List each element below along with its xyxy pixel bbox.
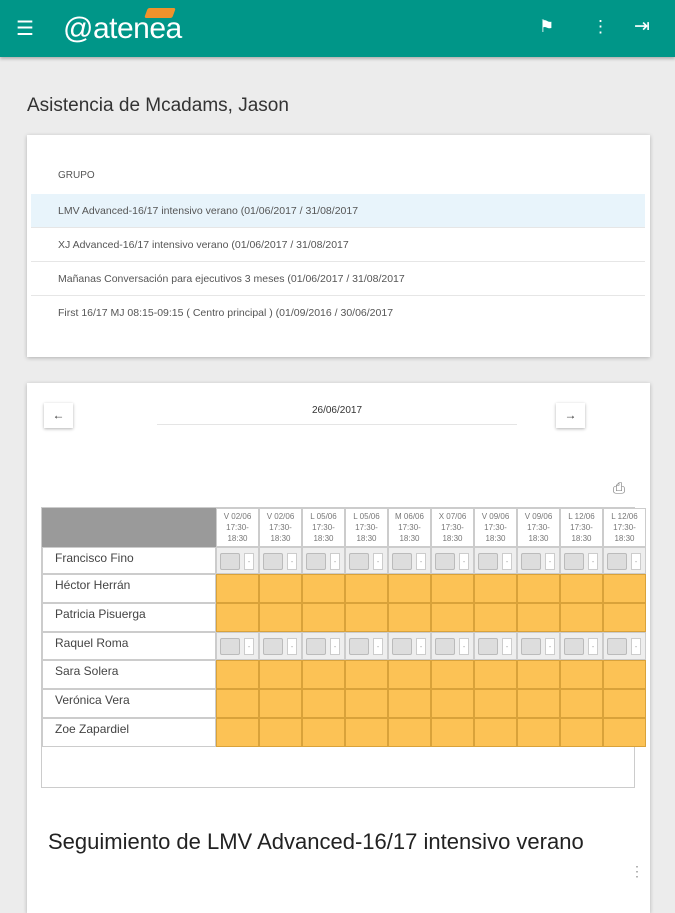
attendance-select[interactable]: - [545, 553, 555, 570]
attendance-cell[interactable] [259, 547, 302, 574]
attendance-cell [603, 689, 646, 718]
flag-icon[interactable]: ⚑ [539, 17, 555, 36]
session-column-header [474, 508, 517, 547]
session-start: 17:30- [570, 523, 593, 532]
session-start: 17:30- [613, 523, 636, 532]
attendance-cell[interactable] [431, 632, 474, 660]
session-end: 18:30 [528, 534, 549, 543]
attendance-cell [517, 603, 560, 632]
session-column-header [517, 508, 560, 547]
attendance-checkbox[interactable] [564, 638, 584, 655]
session-end: 18:30 [227, 534, 248, 543]
session-day: L 12/06 [568, 512, 595, 521]
attendance-checkbox[interactable] [392, 553, 412, 570]
attendance-cell [345, 718, 388, 747]
session-day: L 05/06 [310, 512, 337, 521]
attendance-cell [302, 718, 345, 747]
attendance-select[interactable]: - [373, 638, 383, 655]
attendance-cell [560, 689, 603, 718]
attendance-cell [259, 603, 302, 632]
group-item[interactable]: Mañanas Conversación para ejecutivos 3 meses (01/06/2017 / 31/08/2017 [31, 262, 645, 296]
attendance-cell [431, 603, 474, 632]
attendance-cell [431, 689, 474, 718]
attendance-select[interactable]: - [373, 553, 383, 570]
attendance-checkbox[interactable] [306, 553, 326, 570]
app-bar [0, 0, 675, 57]
attendance-cell [345, 660, 388, 689]
session-column-header [431, 508, 474, 547]
attendance-checkbox[interactable] [263, 553, 283, 570]
attendance-checkbox[interactable] [220, 638, 240, 655]
session-column-header [216, 508, 259, 547]
attendance-select[interactable]: - [502, 638, 512, 655]
attendance-cell [259, 718, 302, 747]
attendance-cell [603, 574, 646, 603]
hamburger-menu-icon[interactable]: ☰ [16, 18, 34, 40]
attendance-checkbox[interactable] [607, 553, 627, 570]
attendance-cell[interactable] [603, 547, 646, 574]
attendance-cell[interactable] [388, 547, 431, 574]
session-start: 17:30- [355, 523, 378, 532]
attendance-cell [216, 574, 259, 603]
attendance-cell[interactable] [517, 632, 560, 660]
attendance-cell [345, 689, 388, 718]
session-end: 18:30 [485, 534, 506, 543]
attendance-select[interactable]: - [631, 638, 641, 655]
attendance-cell [216, 718, 259, 747]
session-day: V 09/06 [524, 512, 553, 521]
session-day: V 02/06 [266, 512, 295, 521]
student-name: Sara Solera [42, 660, 216, 689]
attendance-cell [603, 660, 646, 689]
more-vert-icon[interactable]: ⋮ [592, 17, 609, 36]
attendance-checkbox[interactable] [521, 638, 541, 655]
attendance-select[interactable]: - [244, 553, 254, 570]
attendance-cell[interactable] [388, 632, 431, 660]
session-start: 17:30- [527, 523, 550, 532]
attendance-select[interactable]: - [631, 553, 641, 570]
attendance-checkbox[interactable] [349, 553, 369, 570]
attendance-cell [474, 660, 517, 689]
attendance-cell [388, 603, 431, 632]
attendance-checkbox[interactable] [435, 553, 455, 570]
student-name: Raquel Roma [42, 632, 216, 660]
session-end: 18:30 [356, 534, 377, 543]
attendance-select[interactable]: - [287, 553, 297, 570]
attendance-select[interactable]: - [287, 638, 297, 655]
current-date[interactable]: 26/06/2017 [157, 405, 517, 425]
session-start: 17:30- [269, 523, 292, 532]
group-list-card [27, 135, 650, 357]
attendance-cell[interactable] [259, 632, 302, 660]
attendance-cell [388, 660, 431, 689]
session-start: 17:30- [226, 523, 249, 532]
attendance-select[interactable]: - [588, 553, 598, 570]
session-end: 18:30 [313, 534, 334, 543]
session-column-header [259, 508, 302, 547]
attendance-cell[interactable] [302, 547, 345, 574]
attendance-cell [560, 660, 603, 689]
attendance-cell [517, 574, 560, 603]
session-end: 18:30 [571, 534, 592, 543]
session-start: 17:30- [484, 523, 507, 532]
session-day: V 02/06 [223, 512, 252, 521]
session-end: 18:30 [399, 534, 420, 543]
attendance-cell[interactable] [560, 632, 603, 660]
group-item[interactable]: First 16/17 MJ 08:15-09:15 ( Centro principal ) (01/09/2016 / 30/06/2017 [58, 307, 394, 319]
group-item[interactable]: LMV Advanced-16/17 intensivo verano (01/06/2017 / 31/08/2017 [31, 194, 645, 228]
attendance-select[interactable]: - [330, 638, 340, 655]
page-title: Asistencia de Mcadams, Jason [27, 95, 289, 116]
session-column-header [560, 508, 603, 547]
attendance-cell [431, 660, 474, 689]
session-end: 18:30 [614, 534, 635, 543]
attendance-checkbox[interactable] [564, 553, 584, 570]
attendance-cell [474, 718, 517, 747]
attendance-cell[interactable] [560, 547, 603, 574]
attendance-checkbox[interactable] [521, 553, 541, 570]
attendance-checkbox[interactable] [607, 638, 627, 655]
more-vert-icon[interactable]: ⋮ [630, 863, 644, 879]
attendance-cell[interactable] [474, 632, 517, 660]
attendance-checkbox[interactable] [478, 553, 498, 570]
name-column-header [42, 508, 216, 547]
attendance-checkbox[interactable] [478, 638, 498, 655]
attendance-cell [560, 718, 603, 747]
attendance-select[interactable]: - [244, 638, 254, 655]
session-day: L 12/06 [611, 512, 638, 521]
attendance-cell [474, 689, 517, 718]
attendance-cell [388, 718, 431, 747]
attendance-cell[interactable] [474, 547, 517, 574]
attendance-cell[interactable] [517, 547, 560, 574]
attendance-cell [603, 603, 646, 632]
session-start: 17:30- [398, 523, 421, 532]
attendance-select[interactable]: - [588, 638, 598, 655]
attendance-cell [345, 603, 388, 632]
group-heading: GRUPO [58, 170, 95, 181]
attendance-cell [259, 689, 302, 718]
session-start: 17:30- [312, 523, 335, 532]
session-column-header [388, 508, 431, 547]
attendance-cell [517, 718, 560, 747]
attendance-cell[interactable] [345, 547, 388, 574]
attendance-cell [474, 574, 517, 603]
attendance-checkbox[interactable] [263, 638, 283, 655]
group-item[interactable]: XJ Advanced-16/17 intensivo verano (01/06/2017 / 31/08/2017 [31, 228, 645, 262]
attendance-cell [302, 660, 345, 689]
session-column-header [345, 508, 388, 547]
attendance-select[interactable]: - [459, 638, 469, 655]
attendance-select[interactable]: - [502, 553, 512, 570]
attendance-select[interactable]: - [416, 553, 426, 570]
followup-title: Seguimiento de LMV Advanced-16/17 intensivo verano [48, 829, 584, 854]
session-column-header [603, 508, 646, 547]
attendance-cell [474, 603, 517, 632]
attendance-checkbox[interactable] [435, 638, 455, 655]
attendance-checkbox[interactable] [349, 638, 369, 655]
next-date-button[interactable]: → [556, 403, 585, 428]
student-name: Zoe Zapardiel [42, 718, 216, 747]
attendance-cell [216, 660, 259, 689]
attendance-cell [517, 660, 560, 689]
attendance-select[interactable]: - [416, 638, 426, 655]
attendance-select[interactable]: - [459, 553, 469, 570]
attendance-cell [259, 660, 302, 689]
session-day: V 09/06 [481, 512, 510, 521]
attendance-cell [388, 574, 431, 603]
session-start: 17:30- [441, 523, 464, 532]
logo: @atenea [63, 12, 182, 45]
prev-date-button[interactable]: ← [44, 403, 73, 428]
attendance-cell [560, 574, 603, 603]
attendance-cell [560, 603, 603, 632]
session-end: 18:30 [270, 534, 291, 543]
attendance-table [41, 507, 638, 788]
attendance-cell [216, 603, 259, 632]
attendance-cell[interactable] [302, 632, 345, 660]
attendance-cell [302, 574, 345, 603]
logout-icon[interactable]: ⇥ [634, 16, 650, 37]
session-column-header [302, 508, 345, 547]
attendance-card [27, 383, 650, 913]
session-day: M 06/06 [395, 512, 424, 521]
attendance-cell[interactable] [603, 632, 646, 660]
print-icon[interactable]: ⎙ [613, 480, 626, 497]
attendance-cell [603, 718, 646, 747]
session-end: 18:30 [442, 534, 463, 543]
attendance-cell[interactable] [345, 632, 388, 660]
attendance-cell[interactable] [216, 547, 259, 574]
student-name: Francisco Fino [42, 547, 216, 574]
attendance-cell [302, 603, 345, 632]
attendance-cell [431, 718, 474, 747]
attendance-checkbox[interactable] [220, 553, 240, 570]
attendance-cell[interactable] [216, 632, 259, 660]
attendance-cell [345, 574, 388, 603]
attendance-checkbox[interactable] [392, 638, 412, 655]
session-day: L 05/06 [353, 512, 380, 521]
attendance-checkbox[interactable] [306, 638, 326, 655]
attendance-cell [388, 689, 431, 718]
attendance-select[interactable]: - [330, 553, 340, 570]
student-name: Héctor Herrán [42, 574, 216, 603]
attendance-cell[interactable] [431, 547, 474, 574]
attendance-cell [216, 689, 259, 718]
student-name: Patricia Pisuerga [42, 603, 216, 632]
attendance-select[interactable]: - [545, 638, 555, 655]
session-day: X 07/06 [438, 512, 467, 521]
attendance-cell [431, 574, 474, 603]
attendance-cell [259, 574, 302, 603]
student-name: Verónica Vera [42, 689, 216, 718]
attendance-cell [302, 689, 345, 718]
attendance-cell [517, 689, 560, 718]
